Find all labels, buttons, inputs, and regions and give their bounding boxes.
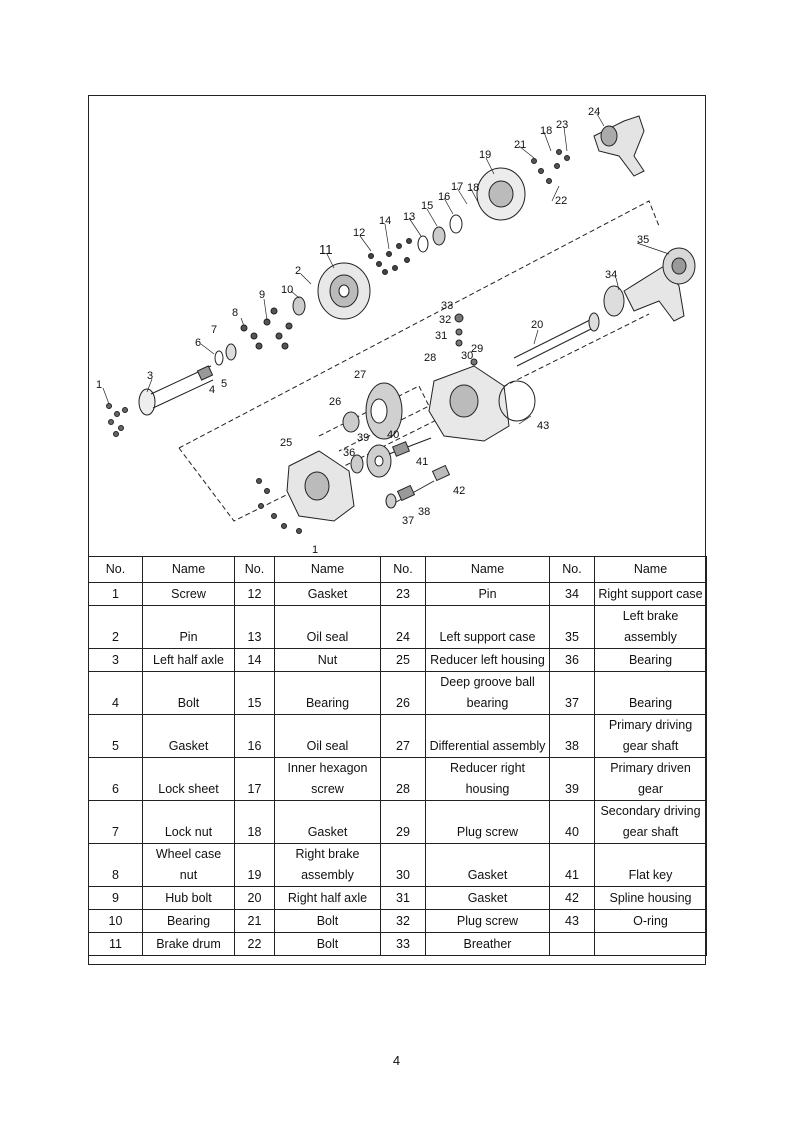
reducer-left-housing-part xyxy=(287,451,354,521)
part-number-cell: 28 xyxy=(381,758,426,801)
table-row xyxy=(89,801,707,844)
bearing-part xyxy=(433,227,445,245)
part-number-cell: 21 xyxy=(235,910,275,933)
callout-43: 43 xyxy=(537,420,550,432)
part-number-cell: 1 xyxy=(89,583,143,606)
part-number-cell: 27 xyxy=(381,715,426,758)
parts-table xyxy=(88,556,707,956)
callout-19: 19 xyxy=(479,149,492,161)
table-row xyxy=(89,887,707,910)
part-name-cell: Gasket xyxy=(143,715,235,758)
part-name-cell: Bolt xyxy=(143,672,235,715)
part-name-cell: Bearing xyxy=(595,649,707,672)
part-name-cell: Flat key xyxy=(595,844,707,887)
callout-10: 10 xyxy=(281,284,294,296)
part-number-cell: 19 xyxy=(235,844,275,887)
part-number-cell: 11 xyxy=(89,933,143,956)
lock-nut-part xyxy=(226,344,236,360)
right-brake-assembly-part xyxy=(477,168,525,220)
header-no-1: No. xyxy=(89,557,143,583)
table-row xyxy=(89,910,707,933)
part-name-cell: Gasket xyxy=(275,801,381,844)
part-number-cell: 40 xyxy=(550,801,595,844)
deep-groove-ball-bearing-part xyxy=(343,412,359,432)
part-name-cell: Gasket xyxy=(426,887,550,910)
callout-20: 20 xyxy=(531,319,544,331)
part-number-cell: 34 xyxy=(550,583,595,606)
part-number-cell: 15 xyxy=(235,672,275,715)
part-name-cell: Gasket xyxy=(426,844,550,887)
exploded-view-diagram xyxy=(89,96,705,556)
part-name-cell: Primary driving gear shaft xyxy=(595,715,707,758)
callout-31: 31 xyxy=(435,330,448,342)
header-name-4: Name xyxy=(595,557,707,583)
assembly-dashed-line xyxy=(179,314,649,521)
callout-32: 32 xyxy=(439,314,452,326)
part-name-cell: Right brake assembly xyxy=(275,844,381,887)
part-number-cell: 12 xyxy=(235,583,275,606)
part-name-cell xyxy=(595,933,707,956)
spline-housing-part xyxy=(433,466,450,481)
part-number-cell: 24 xyxy=(381,606,426,649)
lock-sheet-part xyxy=(215,351,223,365)
header-name-2: Name xyxy=(275,557,381,583)
part-name-cell: Hub bolt xyxy=(143,887,235,910)
part-name-cell: Bearing xyxy=(143,910,235,933)
part-name-cell: Reducer right housing xyxy=(426,758,550,801)
part-number-cell: 13 xyxy=(235,606,275,649)
part-name-cell: Primary driven gear xyxy=(595,758,707,801)
part-name-cell: Bolt xyxy=(275,910,381,933)
callout-23: 23 xyxy=(556,119,569,131)
part-number-cell: 43 xyxy=(550,910,595,933)
page-number: 4 xyxy=(392,1053,401,1068)
part-number-cell: 14 xyxy=(235,649,275,672)
part-number-cell: 4 xyxy=(89,672,143,715)
callout-25: 25 xyxy=(280,437,293,449)
document-frame xyxy=(88,95,706,965)
part-name-cell: Bolt xyxy=(275,933,381,956)
part-number-cell: 25 xyxy=(381,649,426,672)
reducer-right-housing-part xyxy=(429,366,509,441)
callout-5: 5 xyxy=(221,378,228,390)
part-name-cell: Left half axle xyxy=(143,649,235,672)
table-row xyxy=(89,606,707,649)
part-number-cell: 23 xyxy=(381,583,426,606)
part-number-cell: 35 xyxy=(550,606,595,649)
oil-seal-part xyxy=(450,215,462,233)
part-number-cell: 39 xyxy=(550,758,595,801)
callout-29: 29 xyxy=(471,343,484,355)
callout-18: 18 xyxy=(467,182,480,194)
part-name-cell: O-ring xyxy=(595,910,707,933)
part-number-cell: 7 xyxy=(89,801,143,844)
left-support-case-part xyxy=(594,116,644,176)
part-number-cell: 5 xyxy=(89,715,143,758)
part-number-cell: 18 xyxy=(235,801,275,844)
callout-39: 39 xyxy=(357,432,370,444)
callout-28: 28 xyxy=(424,352,437,364)
part-number-cell: 10 xyxy=(89,910,143,933)
callout-27: 27 xyxy=(354,369,367,381)
header-no-4: No. xyxy=(550,557,595,583)
part-name-cell: Plug screw xyxy=(426,801,550,844)
part-number-cell: 36 xyxy=(550,649,595,672)
callout-6: 6 xyxy=(195,337,202,349)
part-name-cell: Pin xyxy=(143,606,235,649)
callout-9: 9 xyxy=(259,289,266,301)
callout-1b: 1 xyxy=(312,544,319,556)
header-no-3: No. xyxy=(381,557,426,583)
screws-part xyxy=(107,404,128,437)
callout-7: 7 xyxy=(211,324,218,336)
header-name-1: Name xyxy=(143,557,235,583)
part-number-cell: 31 xyxy=(381,887,426,910)
table-row xyxy=(89,715,707,758)
callout-22: 22 xyxy=(555,195,568,207)
part-number-cell: 26 xyxy=(381,672,426,715)
part-name-cell: Reducer left housing xyxy=(426,649,550,672)
right-half-axle-part xyxy=(514,313,599,366)
part-name-cell: Bearing xyxy=(595,672,707,715)
nut-cluster-part xyxy=(369,239,412,275)
part-name-cell: Differential assembly xyxy=(426,715,550,758)
oil-seal-part xyxy=(418,236,428,252)
callout-41: 41 xyxy=(416,456,429,468)
table-header-row xyxy=(89,557,707,583)
table-row xyxy=(89,649,707,672)
callout-17: 17 xyxy=(451,181,464,193)
callout-26: 26 xyxy=(329,396,342,408)
part-name-cell: Pin xyxy=(426,583,550,606)
part-name-cell: Oil seal xyxy=(275,606,381,649)
part-number-cell: 16 xyxy=(235,715,275,758)
part-number-cell: 42 xyxy=(550,887,595,910)
callout-4: 4 xyxy=(209,384,216,396)
callout-36: 36 xyxy=(343,447,356,459)
callout-33: 33 xyxy=(441,300,454,312)
callout-16: 16 xyxy=(438,191,451,203)
callout-40: 40 xyxy=(387,429,400,441)
part-number-cell: 3 xyxy=(89,649,143,672)
callout-12: 12 xyxy=(353,227,366,239)
part-name-cell: Plug screw xyxy=(426,910,550,933)
callout-18b: 18 xyxy=(540,125,553,137)
callout-30: 30 xyxy=(461,350,474,362)
callout-labels xyxy=(96,106,649,556)
callout-35: 35 xyxy=(637,234,650,246)
part-number-cell: 38 xyxy=(550,715,595,758)
part-number-cell: 20 xyxy=(235,887,275,910)
part-number-cell xyxy=(550,933,595,956)
table-row xyxy=(89,758,707,801)
callout-2: 2 xyxy=(295,265,302,277)
part-name-cell: Lock nut xyxy=(143,801,235,844)
part-number-cell: 17 xyxy=(235,758,275,801)
callout-11: 11 xyxy=(319,242,333,257)
part-number-cell: 41 xyxy=(550,844,595,887)
part-name-cell: Spline housing xyxy=(595,887,707,910)
part-number-cell: 37 xyxy=(550,672,595,715)
part-number-cell: 22 xyxy=(235,933,275,956)
callout-3: 3 xyxy=(147,370,154,382)
part-name-cell: Left support case xyxy=(426,606,550,649)
brake-drum-part xyxy=(318,263,370,319)
part-number-cell: 30 xyxy=(381,844,426,887)
callout-8: 8 xyxy=(232,307,239,319)
bearing-part xyxy=(293,297,305,315)
bearing-part xyxy=(386,494,396,508)
primary-driven-gear-part xyxy=(367,445,391,477)
table-row xyxy=(89,933,707,956)
part-number-cell: 6 xyxy=(89,758,143,801)
callout-34: 34 xyxy=(605,269,618,281)
part-name-cell: Gasket xyxy=(275,583,381,606)
part-name-cell: Screw xyxy=(143,583,235,606)
callout-13: 13 xyxy=(403,211,416,223)
part-number-cell: 9 xyxy=(89,887,143,910)
part-number-cell: 33 xyxy=(381,933,426,956)
callout-24: 24 xyxy=(588,106,601,118)
part-name-cell: Right half axle xyxy=(275,887,381,910)
callout-15: 15 xyxy=(421,200,434,212)
callout-14: 14 xyxy=(379,215,392,227)
table-row xyxy=(89,844,707,887)
callout-37: 37 xyxy=(402,515,415,527)
part-name-cell: Inner hexagon screw xyxy=(275,758,381,801)
callout-38: 38 xyxy=(418,506,431,518)
part-number-cell: 29 xyxy=(381,801,426,844)
table-body xyxy=(89,583,707,956)
callout-1: 1 xyxy=(96,379,103,391)
callout-42: 42 xyxy=(453,485,466,497)
part-name-cell: Left brake assembly xyxy=(595,606,707,649)
callout-21: 21 xyxy=(514,139,527,151)
table-row xyxy=(89,672,707,715)
part-name-cell: Brake drum xyxy=(143,933,235,956)
header-name-3: Name xyxy=(426,557,550,583)
part-number-cell: 32 xyxy=(381,910,426,933)
part-name-cell: Lock sheet xyxy=(143,758,235,801)
part-number-cell: 8 xyxy=(89,844,143,887)
table-row xyxy=(89,583,707,606)
part-name-cell: Secondary driving gear shaft xyxy=(595,801,707,844)
part-name-cell: Nut xyxy=(275,649,381,672)
bolt-cluster-part xyxy=(532,150,570,184)
part-name-cell: Wheel case nut xyxy=(143,844,235,887)
part-name-cell: Deep groove ball bearing xyxy=(426,672,550,715)
part-number-cell: 2 xyxy=(89,606,143,649)
part-name-cell: Breather xyxy=(426,933,550,956)
part-name-cell: Bearing xyxy=(275,672,381,715)
part-name-cell: Right support case xyxy=(595,583,707,606)
header-no-2: No. xyxy=(235,557,275,583)
part-name-cell: Oil seal xyxy=(275,715,381,758)
